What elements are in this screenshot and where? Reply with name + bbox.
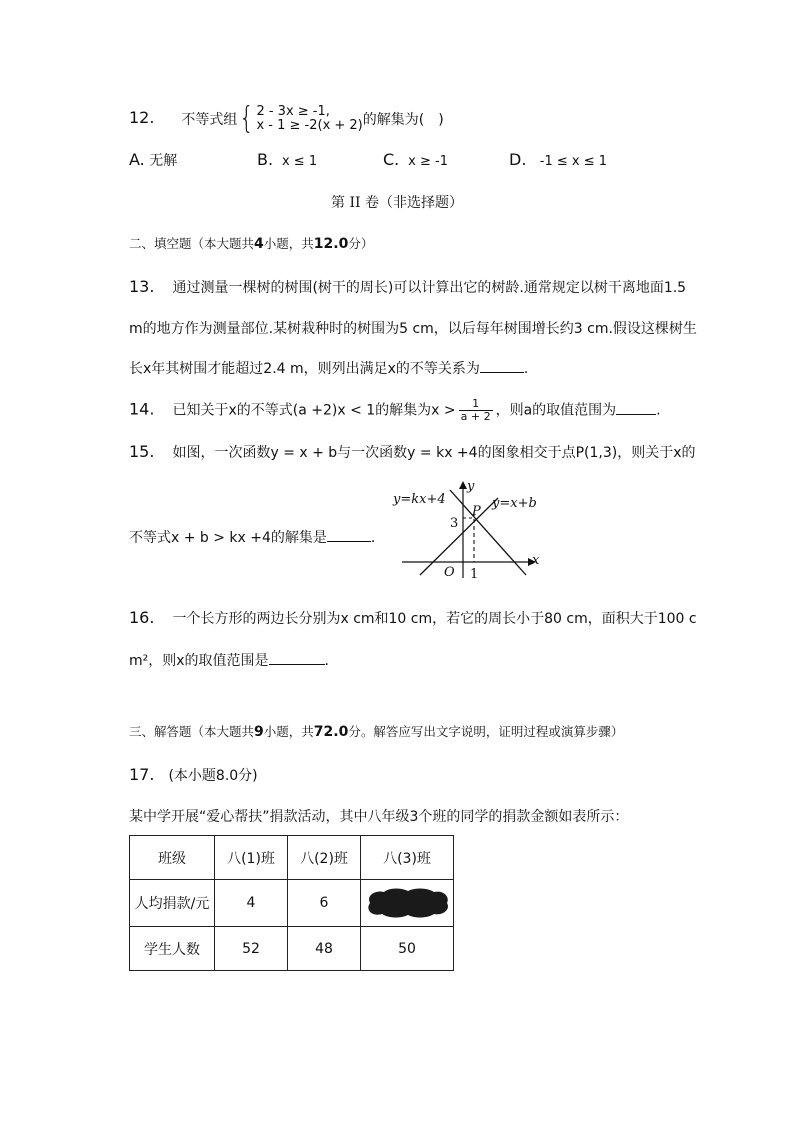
q16-text: m²，则x的取值范围是 xyxy=(129,653,269,669)
label-y-x-plus-b: y=x+b xyxy=(492,496,537,511)
option-d xyxy=(509,150,607,169)
q16-text: 一个长方形的两边长分别为x cm和10 cm，若它的周长小于80 cm，面积大于100 c xyxy=(172,611,697,627)
answer-blank[interactable] xyxy=(616,402,656,415)
system-line-2: x - 1 ≥ -2(x + 2) xyxy=(256,118,363,133)
option-letter: D. xyxy=(509,150,527,169)
label-x: x xyxy=(532,553,540,568)
q12-line xyxy=(129,101,444,136)
option-letter: C. xyxy=(383,150,400,169)
question-number: 16. xyxy=(129,608,155,627)
table-header-cell: 八(2)班 xyxy=(288,836,361,880)
q12-prefix: 不等式组 xyxy=(181,112,238,128)
q15-line-2 xyxy=(129,527,375,547)
q13-text: m的地方作为测量部位.某树栽种时的树围为5 cm，以后每年树围增长约3 cm.假设这棵树生 xyxy=(129,321,697,337)
section-heading-answer xyxy=(129,722,623,740)
answer-blank[interactable] xyxy=(269,652,325,665)
question-number: 14. xyxy=(129,399,155,419)
option-letter: A. xyxy=(129,150,145,169)
table-row xyxy=(130,880,454,927)
option-text: x ≤ 1 xyxy=(281,154,318,169)
period: . xyxy=(656,402,661,419)
q16-line-1 xyxy=(129,608,697,628)
option-text: 无解 xyxy=(149,153,178,169)
function-graph xyxy=(390,478,550,582)
option-text: -1 ≤ x ≤ 1 xyxy=(539,154,608,169)
label-y-kx-plus-4: y=kx+4 xyxy=(393,492,446,507)
y-axis-arrow-icon xyxy=(459,481,467,489)
fraction xyxy=(459,398,493,423)
ink-blot-icon xyxy=(362,885,452,921)
answer-blank[interactable] xyxy=(480,360,524,373)
section-text: 小题，共 xyxy=(263,724,314,739)
section-count: 9 xyxy=(254,724,264,740)
section-text: 三、解答题（本大题共 xyxy=(129,724,255,739)
section-text: 分） xyxy=(348,236,374,251)
q13-line-1 xyxy=(129,277,686,297)
section-score: 12.0 xyxy=(313,236,349,252)
table-header-cell: 班级 xyxy=(130,836,215,880)
q17-header xyxy=(129,765,258,785)
q17-intro: 某中学开展“爱心帮扶”捐款活动，其中八年级3个班的同学的捐款金额如表所示： xyxy=(129,809,629,825)
fraction-numerator: 1 xyxy=(459,398,493,411)
q13-text: 通过测量一棵树的树围(树干的周长)可以计算出它的树龄.通常规定以树干离地面1.5 xyxy=(172,280,687,296)
table-row xyxy=(130,836,454,880)
label-p: P xyxy=(472,504,481,519)
donation-table xyxy=(129,835,454,971)
option-letter: B. xyxy=(257,150,274,169)
score-note: (本小题8.0分) xyxy=(168,768,258,784)
inequality-system xyxy=(256,105,362,133)
table-cell: 48 xyxy=(288,927,361,971)
q14-text: 已知关于x的不等式(a +2)x < 1的解集为x > xyxy=(172,402,456,419)
q13-text: 长x年其树围才能超过2.4 m，则列出满足x的不等关系为 xyxy=(129,361,480,377)
table-cell: 50 xyxy=(361,927,454,971)
table-header-cell: 八(3)班 xyxy=(361,836,454,880)
section-text: 小题，共 xyxy=(263,236,314,251)
part-title: 第 II 卷（非选择题） xyxy=(331,195,463,211)
q13-line-3 xyxy=(129,358,528,378)
section-text: 分。解答应写出文字说明，证明过程或演算步骤） xyxy=(348,724,624,739)
section-count: 4 xyxy=(254,236,264,252)
period: . xyxy=(523,361,529,377)
q14-text: ，则a的取值范围为 xyxy=(495,402,617,419)
q15-text: 不等式x + b > kx +4的解集是 xyxy=(129,530,327,546)
q12-suffix: 的解集为( ) xyxy=(362,112,444,128)
table-cell: 学生人数 xyxy=(130,927,215,971)
table-header-cell: 八(1)班 xyxy=(215,836,288,880)
q15-text: 如图，一次函数y = x + b与一次函数y = kx +4的图象相交于点P(1,3)，则关于x的 xyxy=(172,445,696,461)
section-heading-fill-in xyxy=(129,234,373,252)
label-origin: O xyxy=(444,565,455,580)
answer-blank[interactable] xyxy=(327,529,371,542)
table-cell: 人均捐款/元 xyxy=(130,880,215,927)
section-text: 二、填空题（本大题共 xyxy=(129,236,255,251)
brace-icon: { xyxy=(239,101,255,136)
q16-line-2 xyxy=(129,650,329,670)
label-y: y xyxy=(467,479,475,494)
option-c xyxy=(383,150,448,169)
question-number: 17. xyxy=(129,765,155,784)
q15-line-1 xyxy=(129,442,695,462)
q14-line xyxy=(129,398,661,423)
table-cell: 52 xyxy=(215,927,288,971)
table-cell: 6 xyxy=(288,880,361,927)
period: . xyxy=(324,653,329,669)
table-cell: 4 xyxy=(215,880,288,927)
table-row xyxy=(130,927,454,971)
option-b xyxy=(257,150,317,169)
option-a xyxy=(129,150,177,170)
section-score: 72.0 xyxy=(313,724,349,740)
fraction-denominator: a + 2 xyxy=(460,410,491,423)
label-three: 3 xyxy=(450,516,459,531)
question-number: 12. xyxy=(129,108,155,127)
table-cell-obscured xyxy=(361,880,454,927)
period: . xyxy=(370,530,376,546)
q13-line-2 xyxy=(129,318,697,338)
label-one: 1 xyxy=(470,567,479,582)
system-line-1: 2 - 3x ≥ -1, xyxy=(256,104,330,119)
line-y-x-plus-b xyxy=(420,498,498,575)
question-number: 15. xyxy=(129,442,155,461)
question-number: 13. xyxy=(129,277,155,296)
option-text: x ≥ -1 xyxy=(408,154,448,169)
